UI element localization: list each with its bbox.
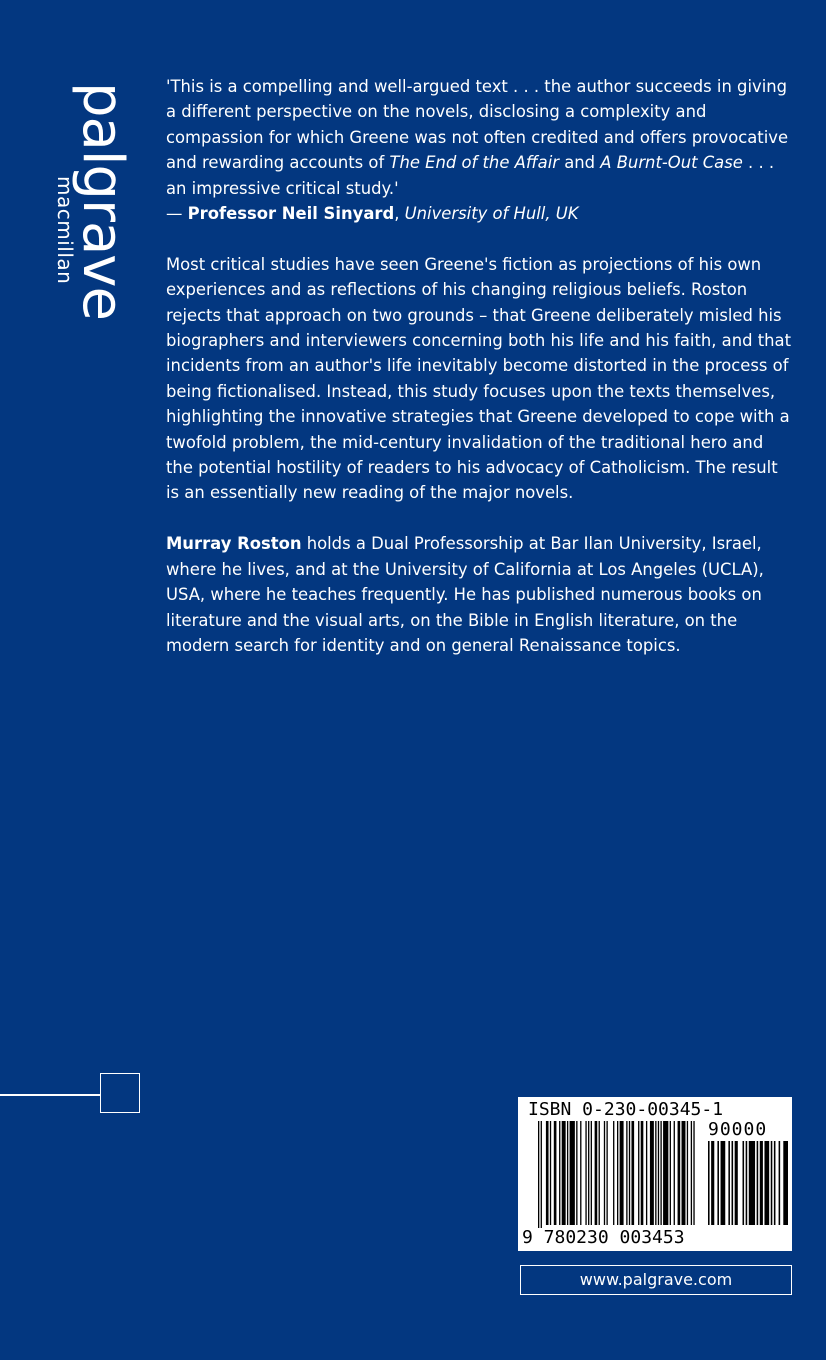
barcode-bar [595,1121,598,1225]
barcode-bar [650,1121,654,1225]
barcode-bar [641,1121,644,1225]
barcode-bar [771,1141,773,1225]
barcode-bar [687,1121,688,1225]
barcode-bar [779,1141,781,1225]
barcode-bar [670,1121,671,1225]
barcode-main-bars [538,1121,696,1233]
book-description: Most critical studies have seen Greene's fiction as projections of his own experiences and as reflections of his changing religious beliefs. Roston rejects that approach on two grounds – that Greene deliberately misled his biographers and interviewers concerning both his life and his faith, and that incidents from an author's life inevitably become distorted in the process of being fictionalised. Instead, this study focuses upon the texts themselves, highlighting the innovative strategies that Greene developed to cope with a twofold problem, the mid-century invalidation of the traditional hero and the potential hostility of readers to his advocacy of Catholicism. The result is an essentially new reading of the major novels. [166,254,792,503]
barcode-bar [629,1121,630,1225]
barcode-bar [732,1141,734,1225]
barcode-bar [599,1121,600,1225]
barcode-bar [682,1121,686,1225]
barcode-bar [655,1121,656,1225]
barcode-bar [638,1121,639,1225]
barcode-bar [617,1121,618,1225]
isbn-text: ISBN 0-230-00345-1 [528,1099,724,1120]
barcode-bar [562,1121,566,1225]
barcode-bar [735,1141,738,1225]
author-name: Murray Roston [166,534,302,554]
barcode-bar [708,1141,710,1225]
barcode-bar [691,1121,692,1225]
barcode-bar [760,1141,763,1225]
barcode-bar [576,1121,577,1225]
barcode-bar [646,1121,647,1225]
publisher-logo [40,82,135,322]
barcode-bar [783,1141,788,1225]
barcode-bar [746,1141,748,1225]
barcode-bar [554,1121,557,1225]
barcode-bar [585,1121,586,1225]
barcode-bar [613,1121,614,1225]
barcode-bar [663,1121,668,1225]
barcode-bar [764,1141,769,1225]
price-addon-text: 90000 [708,1119,768,1140]
logo-brand-text: palgrave [70,82,135,320]
review-attribution: — Professor Neil Sinyard, University of Hull, UK [166,204,579,224]
barcode-bar [620,1121,624,1225]
barcode [518,1097,792,1251]
barcode-bar [567,1121,568,1225]
barcode-bar [774,1141,776,1225]
barcode-bar [631,1121,634,1225]
barcode-bar [711,1141,714,1225]
barcode-addon-bars [708,1141,788,1233]
barcode-bar [743,1141,745,1225]
barcode-bar [604,1121,605,1225]
barcode-bar [550,1121,551,1225]
barcode-bar [606,1121,607,1225]
quote-title-end-of-the-affair: The End of the Affair [389,153,559,173]
quote-title-burnt-out-case: A Burnt-Out Case [600,153,743,173]
barcode-bar [660,1121,661,1225]
barcode-bar [757,1141,759,1225]
barcode-bar [546,1121,549,1225]
back-cover-text [166,74,792,684]
decorative-line [0,1094,101,1096]
barcode-bar [717,1141,719,1225]
logo-sub-text: macmillan [53,176,77,285]
decorative-square [100,1073,140,1113]
barcode-bar [678,1121,681,1225]
author-bio: Murray Roston holds a Dual Professorship at Bar Ilan University, Israel, where he lives, and at the University of California at Los Angeles (UCLA), USA, where he teaches frequently. He has published numerous books on literature and the visual arts, on the Bible in English literature, on the modern search for identity and on general Renaissance topics. [166,534,764,655]
barcode-bar [591,1121,592,1225]
barcode-bar [559,1121,560,1225]
barcode-bar [580,1121,581,1225]
reviewer-affiliation: University of Hull, UK [404,204,579,224]
publisher-website[interactable]: www.palgrave.com [520,1265,792,1295]
barcode-bar [674,1121,675,1225]
reviewer-name: Professor Neil Sinyard [187,204,395,224]
review-quote: 'This is a compelling and well-argued text . . . the author succeeds in giving a different perspective on the novels, disclosing a complexity and compassion for which Greene was not often credited and offers provocative and rewarding accounts of The End of the Affair and A Burnt-Out Case . . . an impressive critical study.' [166,77,789,198]
barcode-bar [749,1141,755,1225]
barcode-bar [728,1141,730,1225]
barcode-bar [626,1121,627,1225]
barcode-bar [541,1121,542,1233]
barcode-bar [693,1121,694,1225]
barcode-bar [721,1141,726,1225]
ean-text: 9 780230 003453 [522,1227,685,1248]
barcode-bar [538,1121,539,1233]
barcode-bar [658,1121,659,1225]
barcode-bar [570,1121,575,1225]
barcode-bar [588,1121,589,1225]
